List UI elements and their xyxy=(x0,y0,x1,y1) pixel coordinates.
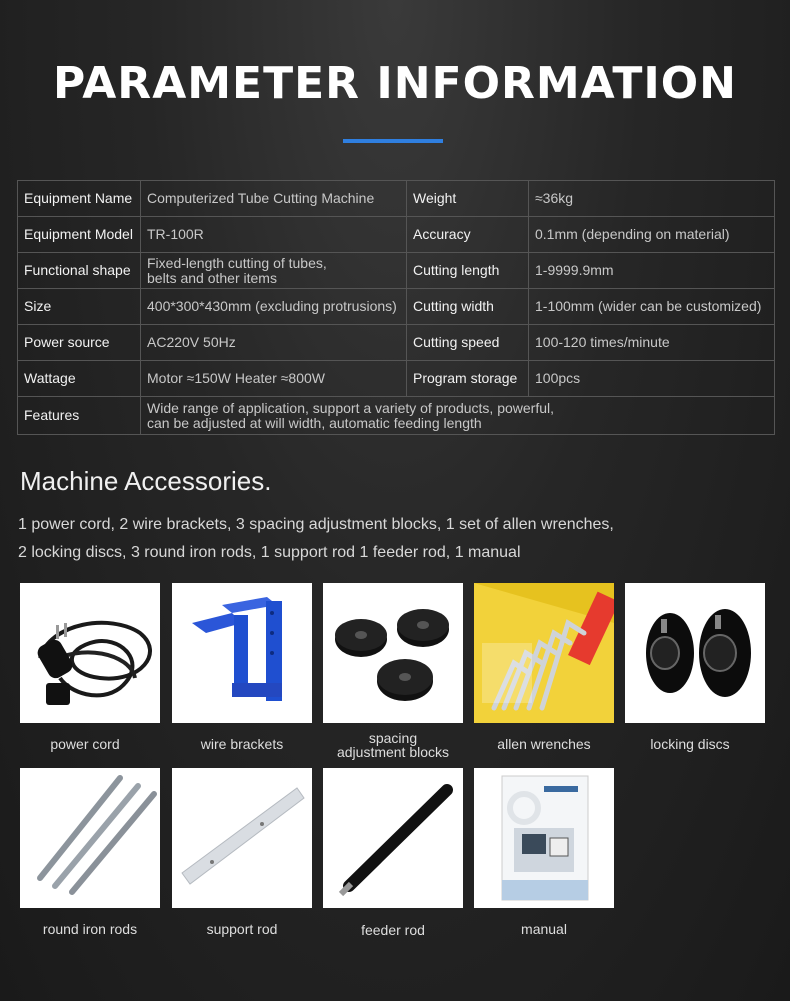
power-cord-icon xyxy=(20,583,160,723)
param-value: Wide range of application, support a variety of products, powerful, can be adjusted at will width, automatic feeding length xyxy=(141,397,775,435)
param-label: Program storage xyxy=(407,361,529,397)
title-underline xyxy=(343,139,443,143)
table-row xyxy=(18,361,775,397)
feeder-rod-image xyxy=(323,768,463,908)
param-value: Computerized Tube Cutting Machine xyxy=(141,181,407,217)
support-rod-image xyxy=(172,768,312,908)
param-value: 100-120 times/minute xyxy=(529,325,775,361)
param-label: Power source xyxy=(18,325,141,361)
param-label: Cutting width xyxy=(407,289,529,325)
caption-locking-discs: locking discs xyxy=(650,736,730,752)
parameter-table-body xyxy=(18,181,775,435)
param-label: Equipment Model xyxy=(18,217,141,253)
manual-icon xyxy=(474,768,614,908)
wire-brackets-icon xyxy=(172,583,312,723)
param-value: ≈36kg xyxy=(529,181,775,217)
table-row xyxy=(18,217,775,253)
param-label: Weight xyxy=(407,181,529,217)
param-label: Size xyxy=(18,289,141,325)
table-row-features xyxy=(18,397,775,435)
iron-rods-icon xyxy=(20,768,160,908)
param-value: Motor ≈150W Heater ≈800W xyxy=(141,361,407,397)
param-label: Features xyxy=(18,397,141,435)
table-row xyxy=(18,253,775,289)
locking-discs-icon xyxy=(625,583,765,723)
caption-feeder-rod: feeder rod xyxy=(361,922,425,938)
spacing-blocks-image xyxy=(323,583,463,723)
spacing-blocks-icon xyxy=(323,583,463,723)
caption-wire-brackets: wire brackets xyxy=(200,736,284,752)
caption-spacing-blocks: spacing adjustment blocks xyxy=(336,730,450,760)
param-value: 1-9999.9mm xyxy=(529,253,775,289)
param-value: Fixed-length cutting of tubes, belts and other items xyxy=(141,253,407,289)
support-rod-icon xyxy=(172,768,312,908)
allen-wrenches-icon xyxy=(474,583,614,723)
parameter-table xyxy=(17,180,775,435)
table-row xyxy=(18,181,775,217)
caption-manual: manual xyxy=(521,921,567,937)
caption-allen-wrenches: allen wrenches xyxy=(497,736,591,752)
param-value: 1-100mm (wider can be customized) xyxy=(529,289,775,325)
table-row xyxy=(18,325,775,361)
page-title: PARAMETER INFORMATION xyxy=(53,58,737,109)
accessories-line-2: 2 locking discs, 3 round iron rods, 1 support rod 1 feeder rod, 1 manual xyxy=(18,544,521,561)
param-label: Equipment Name xyxy=(18,181,141,217)
param-label: Functional shape xyxy=(18,253,141,289)
allen-wrenches-image xyxy=(474,583,614,723)
caption-power-cord: power cord xyxy=(50,736,120,752)
feeder-rod-icon xyxy=(323,768,463,908)
accessories-title: Machine Accessories. xyxy=(20,466,272,496)
caption-support-rod: support rod xyxy=(206,921,278,937)
param-value: AC220V 50Hz xyxy=(141,325,407,361)
manual-image xyxy=(474,768,614,908)
param-value: TR-100R xyxy=(141,217,407,253)
param-value: 100pcs xyxy=(529,361,775,397)
param-label: Cutting length xyxy=(407,253,529,289)
locking-discs-image xyxy=(625,583,765,723)
caption-iron-rods: round iron rods xyxy=(42,921,138,937)
power-cord-image xyxy=(20,583,160,723)
table-row xyxy=(18,289,775,325)
param-label: Wattage xyxy=(18,361,141,397)
param-label: Accuracy xyxy=(407,217,529,253)
param-value: 400*300*430mm (excluding protrusions) xyxy=(141,289,407,325)
wire-brackets-image xyxy=(172,583,312,723)
param-value: 0.1mm (depending on material) xyxy=(529,217,775,253)
iron-rods-image xyxy=(20,768,160,908)
accessories-line-1: 1 power cord, 2 wire brackets, 3 spacing adjustment blocks, 1 set of allen wrenches, xyxy=(18,516,614,533)
param-label: Cutting speed xyxy=(407,325,529,361)
